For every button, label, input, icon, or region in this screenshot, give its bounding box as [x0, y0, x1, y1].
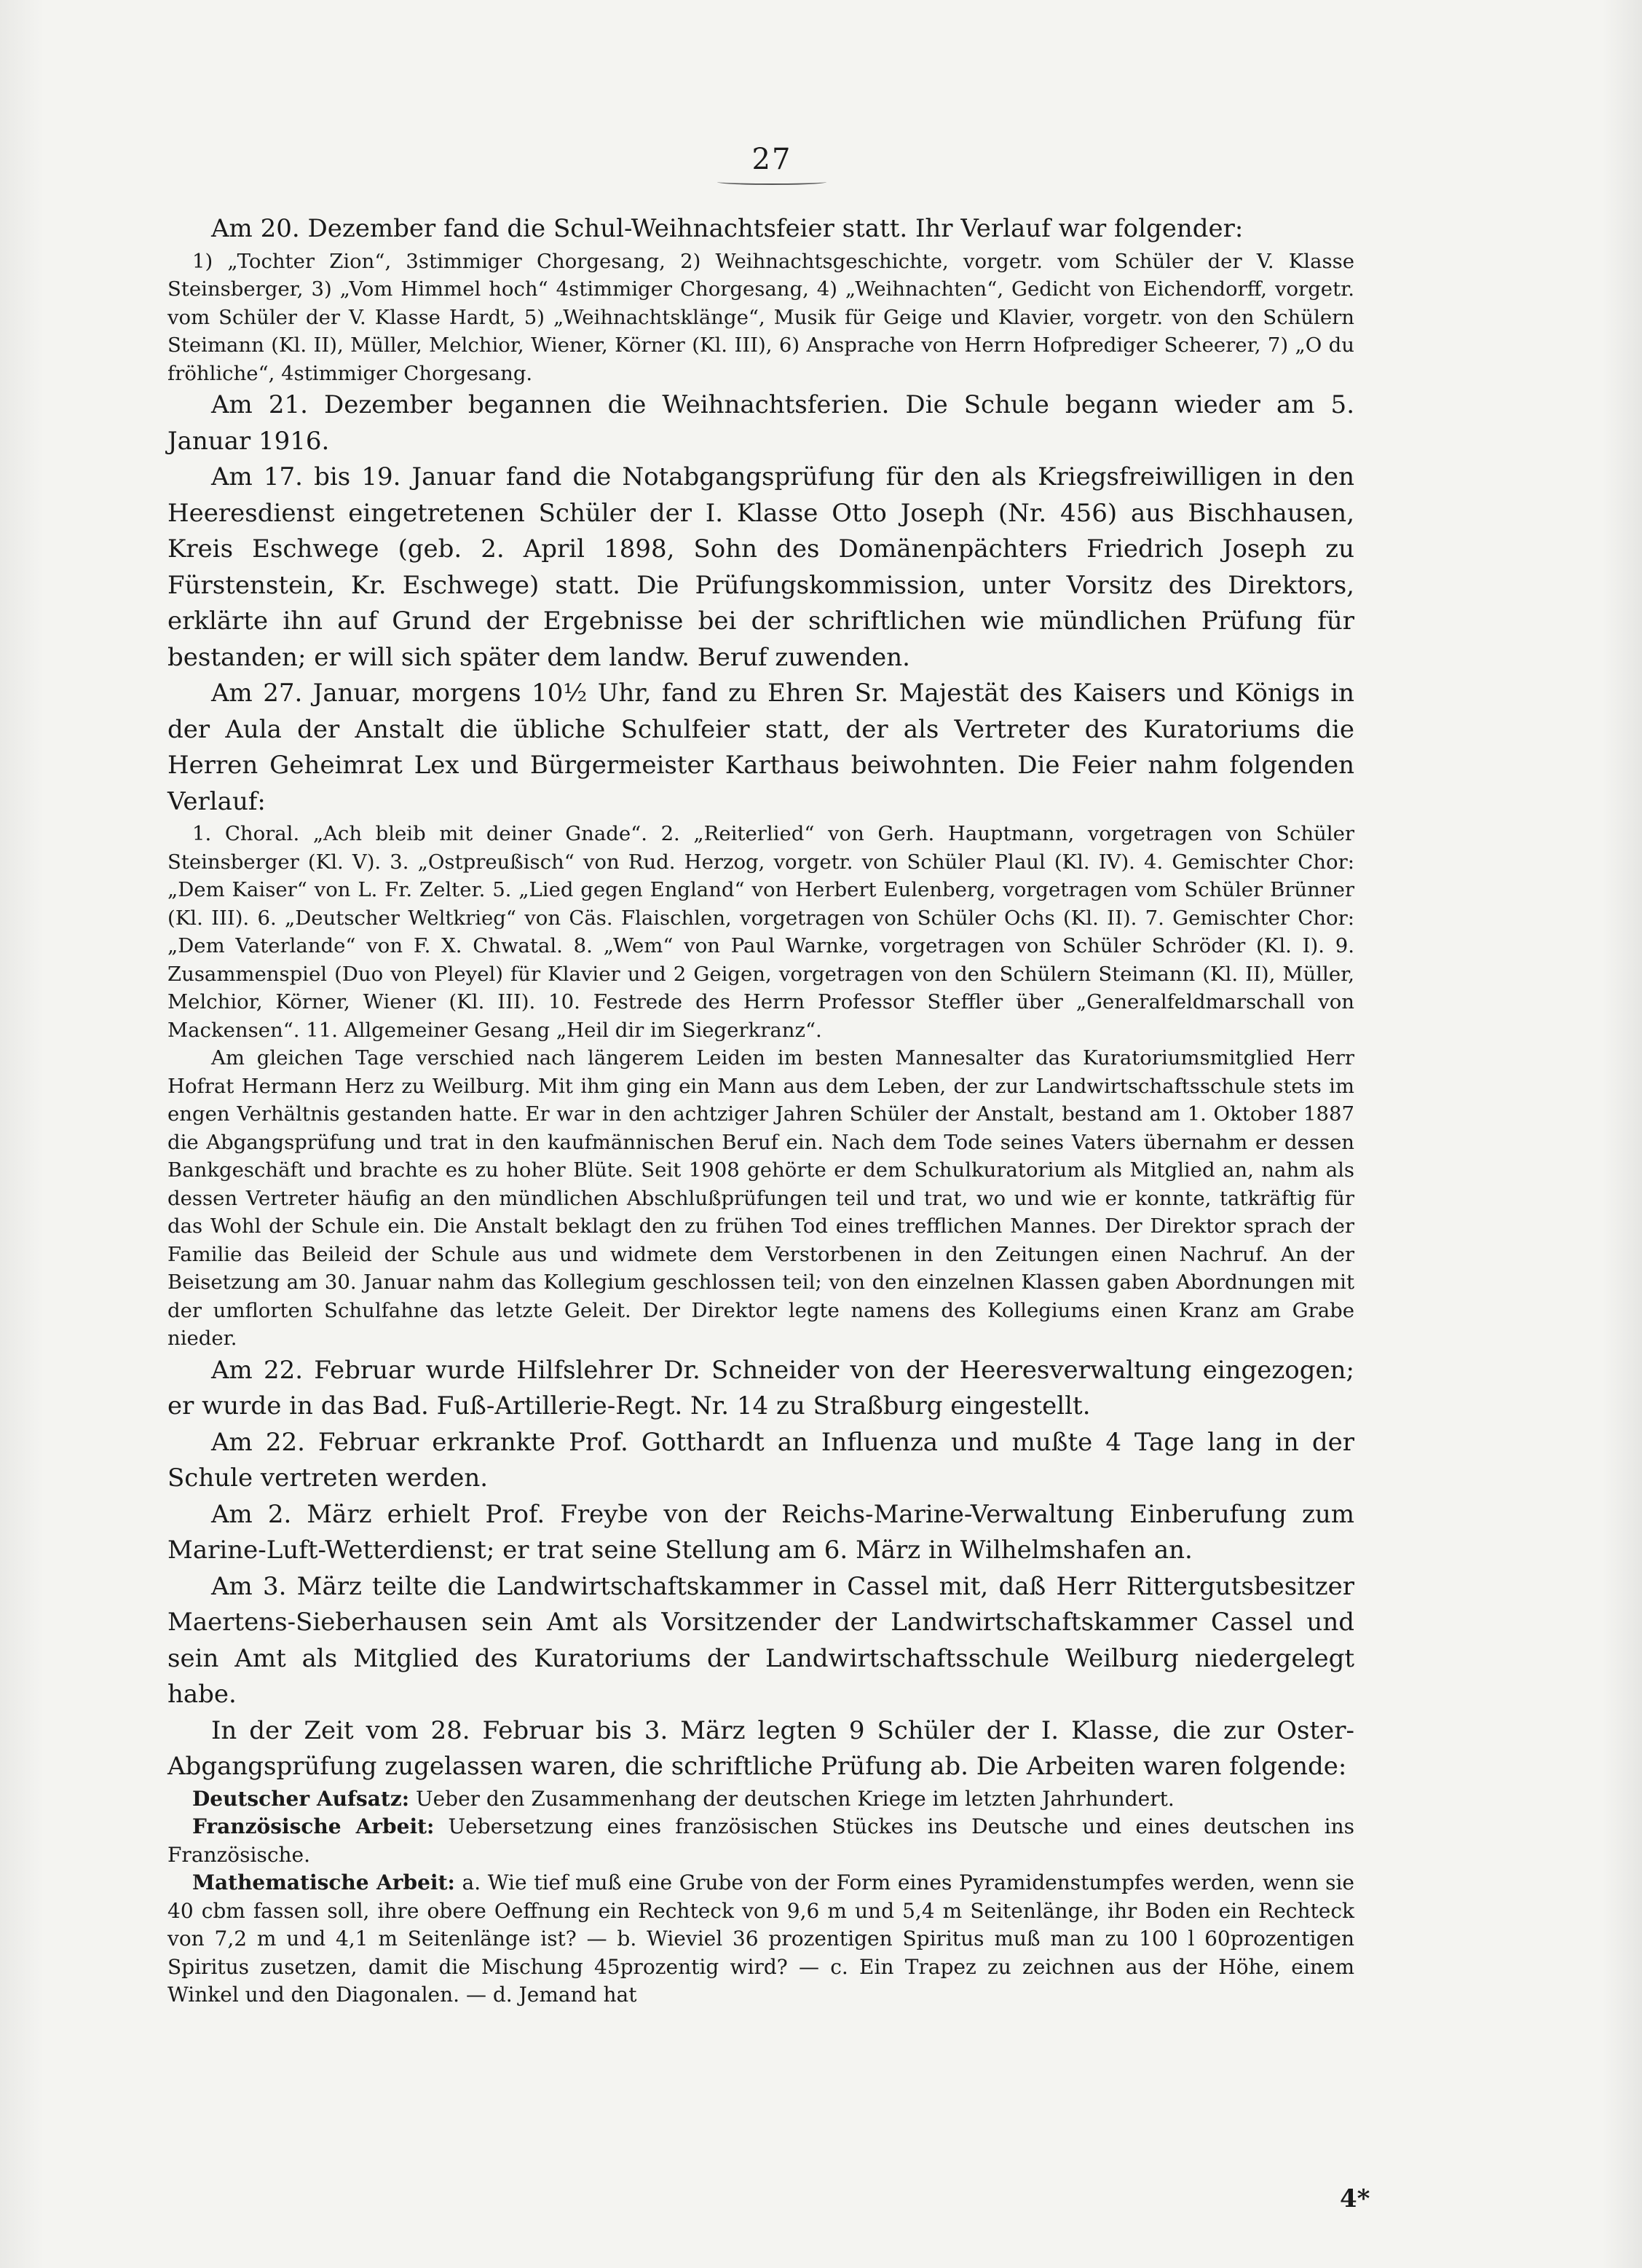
paragraph-christmas-program: 1) „Tochter Zion“, 3stimmiger Chorgesang, 2) Weihnachtsgeschichte, vorgetr. vom Schüler der V. Klasse Steinsberger, 3) „Vom Himmel hoch“ 4stimmiger Chorgesang, 4) „Weihnachten“, Gedicht von Eichendorff, vorgetr. vom Schüler der V. Klasse Hardt, 5) „Weihnachtsklänge“, Musik für Geige und Klavier, vorgetr. von den Schülern Steimann (Kl. II), Müller, Melchior, Wiener, Körner (Kl. III), 6) Ansprache von Herrn Hofprediger Scheerer, 7) „O du fröhliche“, 4stimmiger Chorgesang. — [167, 249, 1354, 385]
paragraph-schneider-drafted: Am 22. Februar wurde Hilfslehrer Dr. Schneider von der Heeresverwaltung eingezogen; er wurde in das Bad. Fuß-Artillerie-Regt. Nr. 14 zu Straßburg eingestellt. — [167, 1355, 1354, 1421]
exam-subject-label: Deutscher Aufsatz: — [192, 1786, 410, 1811]
paragraph-obituary: Am gleichen Tage verschied nach längerem Leiden im besten Mannesalter das Kuratoriumsmitglied Herr Hofrat Hermann Herz zu Weilburg. Mit ihm ging ein Mann aus dem Leben, der zur Landwirtschaftsschule stets im engen Verhältnis gestanden hatte. Er war in den achtziger Jahren Schüler der Anstalt, bestand am 1. Oktober 1887 die Abgangsprüfung und trat in den kaufmännischen Beruf ein. Nach dem Tode seines Vaters übernahm er dessen Bankgeschäft und brachte es zu hoher Blüte. Seit 1908 gehörte er dem Schulkuratorium als Mitglied an, nahm als dessen Vertreter häufig an den mündlichen Abschlußprüfungen teil und trat, wo und wie er konnte, tatkräftig für das Wohl der Schule ein. Die Anstalt beklagt den zu frühen Tod eines trefflichen Mannes. Der Direktor sprach der Familie das Beileid der Schule aus und widmete dem Verstorbenen in den Zeitungen einen Nachruf. An der Beisetzung am 30. Januar nahm das Kollegium geschlossen teil; von den einzelnen Klassen gaben Abordnungen mit der umflorten Schulfahne das letzte Geleit. Der Direktor legte namens des Kollegiums einen Kranz am Grabe nieder. — [167, 1046, 1354, 1350]
exam-subject-french — [167, 1813, 1354, 1869]
exam-subject-text: Uebersetzung eines französischen Stückes ins Deutsche und eines deutschen ins Französische. — [167, 1814, 1354, 1867]
exam-subject-german — [167, 1785, 1354, 1814]
page-body — [167, 211, 1354, 2010]
paragraph-emergency-exam: Am 17. bis 19. Januar fand die Notabgangsprüfung für den als Kriegsfreiwilligen in den Heeresdienst eingetretenen Schüler der I. Klasse Otto Joseph (Nr. 456) aus Bischhausen, Kreis Eschwege (geb. 2. April 1898, Sohn des Domänenpächters Friedrich Joseph zu Fürstenstein, Kr. Eschwege) statt. Die Prüfungskommission, unter Vorsitz des Direktors, erklärte ihn auf Grund der Ergebnisse bei der schriftlichen wie mündlichen Prüfung für bestanden; er will sich später dem landw. Beruf zuwenden. — [167, 462, 1354, 672]
exam-subject-label: Mathematische Arbeit: — [192, 1870, 455, 1894]
signature-mark: 4* — [1340, 2184, 1370, 2213]
paragraph-kaiser-celebration: Am 27. Januar, morgens 10½ Uhr, fand zu Ehren Sr. Majestät des Kaisers und Königs in der Aula der Anstalt die übliche Schulfeier statt, der als Vertreter des Kuratoriums die Herren Geheimrat Lex und Bürgermeister Karthaus beiwohnten. Die Feier nahm folgenden Verlauf: — [167, 679, 1354, 816]
exam-subject-math — [167, 1869, 1354, 2010]
exam-subject-label: Französische Arbeit: — [192, 1814, 435, 1838]
page-number-ornament — [717, 179, 826, 185]
paragraph-christmas-holidays: Am 21. Dezember begannen die Weihnachtsferien. Die Schule begann wieder am 5. Januar 1916. — [167, 390, 1354, 456]
page-number: 27 — [751, 143, 792, 176]
paragraph-kaiser-program: 1. Choral. „Ach bleib mit deiner Gnade“. 2. „Reiterlied“ von Gerh. Hauptmann, vorgetragen von Schüler Steinsberger (Kl. V). 3. „Ostpreußisch“ von Rud. Herzog, vorgetr. von Schüler Plaul (Kl. IV). 4. Gemischter Chor: „Dem Kaiser“ von L. Fr. Zelter. 5. „Lied gegen England“ von Herbert Eulenberg, vorgetragen vom Schüler Brünner (Kl. III). 6. „Deutscher Weltkrieg“ von Cäs. Flaischlen, vorgetragen von Schüler Ochs (Kl. II). 7. Gemischter Chor: „Dem Vaterlande“ von F. X. Chwatal. 8. „Wem“ von Paul Warnke, vorgetragen von Schüler Schröder (Kl. I). 9. Zusammenspiel (Duo von Pleyel) für Klavier und 2 Geigen, vorgetragen von den Schülern Steimann (Kl. II), Müller, Melchior, Körner, Wiener (Kl. III). 10. Festrede des Herrn Professor Steffler über „Generalfeldmarschall von Mackensen“. 11. Allgemeiner Gesang „Heil dir im Siegerkranz“. — [167, 822, 1354, 1042]
paragraph-gotthardt-ill: Am 22. Februar erkrankte Prof. Gotthardt an Influenza und mußte 4 Tage lang in der Schule vertreten werden. — [167, 1427, 1354, 1493]
paragraph-written-exam: In der Zeit vom 28. Februar bis 3. März legten 9 Schüler der I. Klasse, die zur Oster-Abgangsprüfung zugelassen waren, die schriftliche Prüfung ab. Die Arbeiten waren folgende: — [167, 1715, 1354, 1781]
paragraph-maertens-resigned: Am 3. März teilte die Landwirtschaftskammer in Cassel mit, daß Herr Rittergutsbesitzer Maertens-Sieberhausen sein Amt als Vorsitzender der Landwirtschaftskammer Cassel und sein Amt als Mitglied des Kuratoriums der Landwirtschaftsschule Weilburg niedergelegt habe. — [167, 1571, 1354, 1709]
exam-subject-text: Ueber den Zusammenhang der deutschen Kriege im letzten Jahrhundert. — [415, 1786, 1175, 1811]
paragraph-christmas-celebration: Am 20. Dezember fand die Schul-Weihnachtsfeier statt. Ihr Verlauf war folgender: — [211, 214, 1244, 243]
paragraph-freybe-called-up: Am 2. März erhielt Prof. Freybe von der Reichs-Marine-Verwaltung Einberufung zum Marine-Luft-Wetterdienst; er trat seine Stellung am 6. März in Wilhelmshafen an. — [167, 1499, 1354, 1565]
exam-subject-text: a. Wie tief muß eine Grube von der Form eines Pyramidenstumpfes werden, wenn sie 40 cbm fassen soll, ihre obere Oeffnung ein Rechteck von 9,6 m und 5,4 m Seitenlänge, ihr Boden ein Rechteck von 7,2 m und 4,1 m Seitenlänge ist? — b. Wieviel 36 prozentigen Spiritus muß man zu 100 l 60prozentigen Spiritus zusetzen, damit die Mischung 45prozentig wird? — c. Ein Trapez zu zeichnen aus der Höhe, einem Winkel und den Diagonalen. — d. Jemand hat — [167, 1870, 1354, 2007]
